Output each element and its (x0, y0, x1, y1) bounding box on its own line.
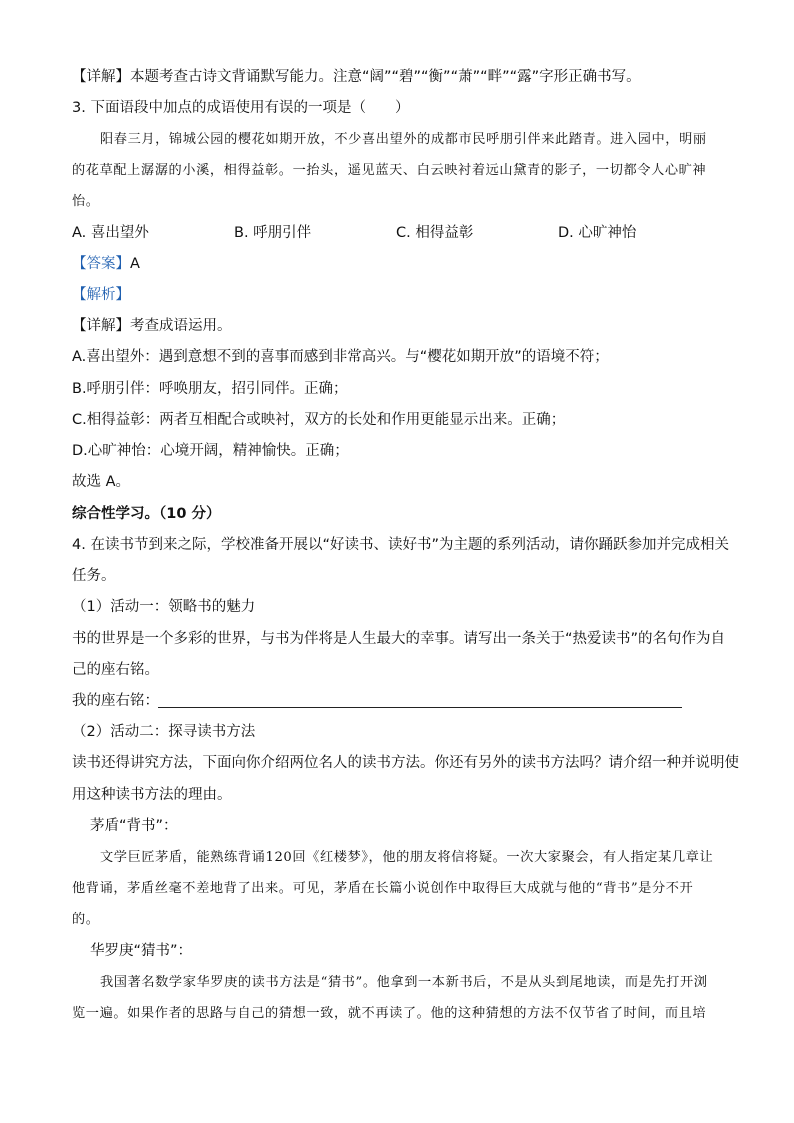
explanation-line: B.呼朋引伴：呼唤朋友，招引同伴。正确； (72, 381, 348, 397)
q3-answer (72, 253, 722, 275)
q3-option-a: A. 喜出望外 (72, 225, 149, 241)
hua-line: 我国著名数学家华罗庚的读书方法是“猜书”。他拿到一本新书后，不是从头到尾地读，而是先打开浏 (100, 975, 708, 990)
maodun-line: 文学巨匠茅盾，能熟练背诵120回《红楼梦》，他的朋友将信将疑。一次大家聚会，有人指定某几章让 (100, 850, 714, 865)
activity1-line: 书的世界是一个多彩的世界，与书为伴将是人生最大的幸事。请写出一条关于“热爱读书”的名句作为自 (72, 631, 726, 647)
activity2-title: （2）活动二：探寻读书方法 (72, 724, 256, 740)
explanation-line: A.喜出望外：遇到意想不到的喜事而感到非常高兴。与“樱花如期开放”的语境不符； (72, 349, 609, 365)
hua-title: 华罗庚“猜书”： (90, 943, 193, 959)
section-title: 综合性学习。（10 分） (72, 506, 221, 522)
activity2-line: 用这种读书方法的理由。 (72, 787, 232, 803)
activity2-line: 读书还得讲究方法，下面向你介绍两位名人的读书方法。你还有另外的读书方法吗？请介绍一种并说明使 (72, 755, 739, 771)
q2-detail: 【详解】本题考查古诗文背诵默写能力。注意“阔”“碧”“衡”“萧”“畔”“露”字形正确书写。 (72, 69, 641, 85)
activity1-line: 己的座右铭。 (72, 662, 159, 678)
q3-passage-line: 的花草配上潺潺的小溪，相得益彰。一抬头，遥见蓝天、白云映衬着远山黛青的影子，一切都令人心旷神 (72, 163, 707, 178)
q3-option-c: C. 相得益彰 (396, 225, 474, 241)
answer-label: 【答案】 (72, 256, 130, 272)
q3-option-b: B. 呼朋引伴 (234, 225, 312, 241)
q4-stem-line: 任务。 (72, 568, 116, 584)
explanation-line: C.相得益彰：两者互相配合或映衬，双方的长处和作用更能显示出来。正确； (72, 412, 566, 428)
motto-label: 我的座右铭： (72, 693, 159, 709)
explanation-line: D.心旷神怡：心境开阔，精神愉快。正确； (72, 443, 349, 459)
q3-passage-line: 怡。 (72, 194, 100, 209)
answer-value: A (130, 256, 140, 272)
activity1-title: （1）活动一：领略书的魅力 (72, 599, 256, 615)
q3-option-d: D. 心旷神怡 (558, 225, 637, 241)
q4-stem-line: 4. 在读书节到来之际，学校准备开展以“好读书、读好书”为主题的系列活动，请你踊跃参加并完成相关 (72, 537, 729, 553)
q3-detail: 【详解】考查成语运用。 (72, 318, 232, 334)
q3-passage-line: 阳春三月，锦城公园的樱花如期开放，不少喜出望外的成都市民呼朋引伴来此踏青。进入园中，明丽 (100, 132, 707, 147)
analysis-label: 【解析】 (72, 287, 130, 303)
maodun-line: 的。 (72, 912, 100, 927)
maodun-line: 他背诵，茅盾丝毫不差地背了出来。可见，茅盾在长篇小说创作中取得巨大成就与他的“背书”是分不开 (72, 881, 694, 896)
conclusion: 故选 A。 (72, 474, 131, 490)
motto-answer-line[interactable] (158, 707, 682, 708)
maodun-title: 茅盾“背书”： (90, 818, 178, 834)
q3-stem: 3. 下面语段中加点的成语使用有误的一项是（ ） (72, 100, 410, 116)
q3-options (72, 222, 722, 244)
hua-line: 览一遍。如果作者的思路与自己的猜想一致，就不再读了。他的这种猜想的方法不仅节省了时间，而且培 (72, 1006, 707, 1021)
